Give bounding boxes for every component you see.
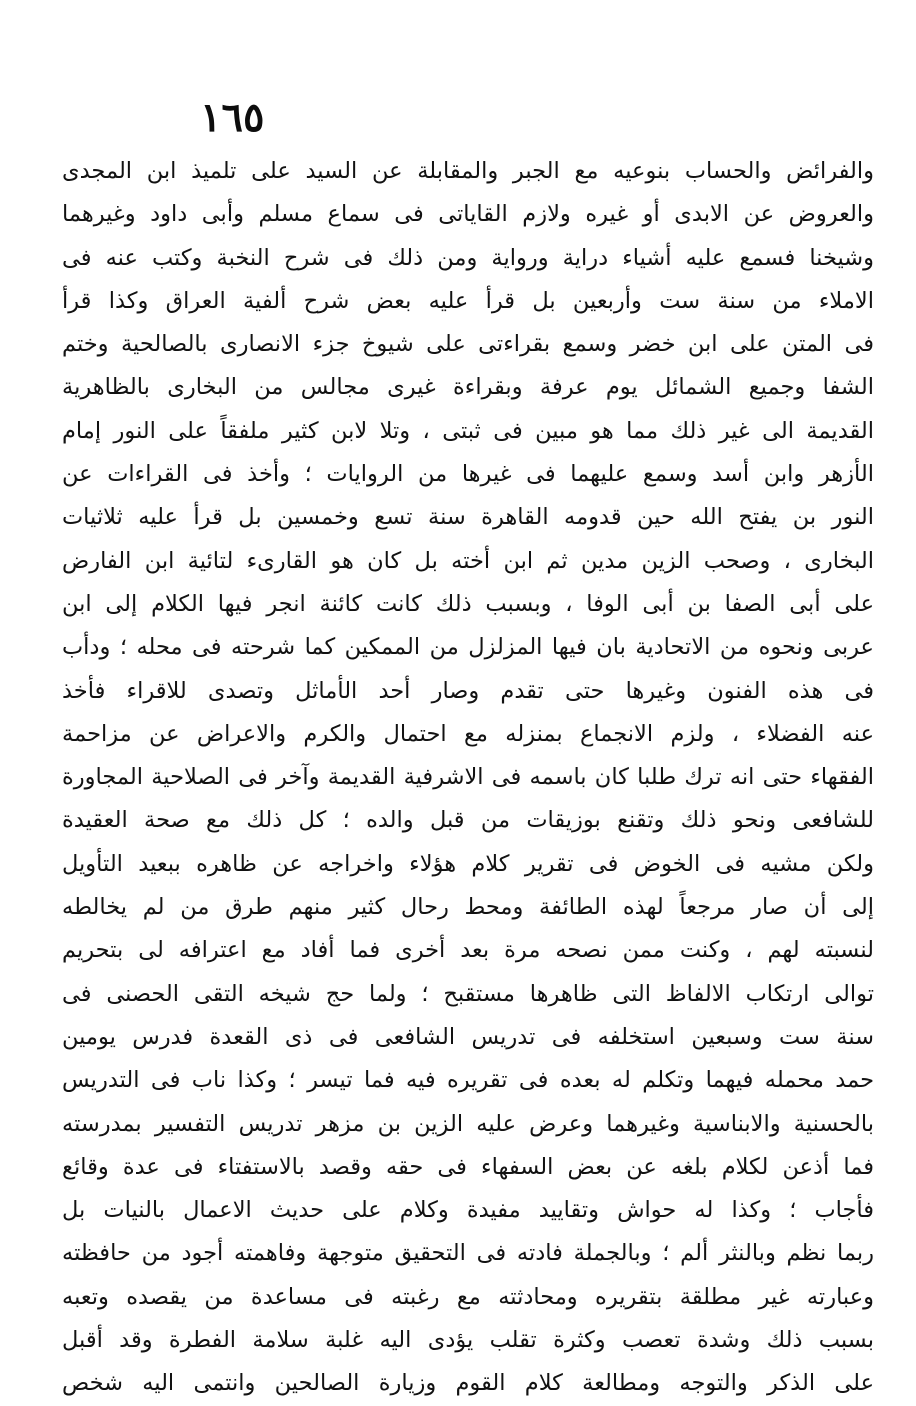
text-line: الأزهر وابن أسد وسمع عليهما فى غيرها من الروايات ؛ وأخذ فى القراءات عن — [62, 461, 874, 488]
text-line: الاملاء من سنة ست وأربعين بل قرأ عليه بعض شرح ألفية العراق وكذا قرأ — [62, 287, 874, 314]
text-line: إلى أن صار مرجعاً لهذه الطائفة ومحط رحال كثير منهم طرق من لم يخالطه — [62, 894, 874, 921]
text-line: على الذكر والتوجه ومطالعة كلام القوم وزيارة الصالحين وانتمى اليه شخص — [62, 1370, 874, 1397]
text-line: لنسبته لهم ، وكنت ممن نصحه مرة بعد أخرى فما أفاد مع اعترافه لى بتحريم — [62, 937, 874, 964]
text-line: بسبب ذلك وشدة تعصب وكثرة تقلب يؤدى اليه غلبة سلامة الفطرة وقد أقبل — [62, 1327, 874, 1354]
text-line: الشفا وجميع الشمائل يوم عرفة وبقراءة غيرى مجالس من البخارى بالظاهرية — [62, 374, 874, 401]
text-line: البخارى ، وصحب الزين مدين ثم ابن أخته بل كان هو القارىء لتائية ابن الفارض — [62, 547, 874, 574]
text-line: بالحسنية والابناسية وغيرهما وعرض عليه الزين بن مزهر تدريس التفسير بمدرسته — [62, 1110, 874, 1137]
text-line: عنه الفضلاء ، ولزم الانجماع بمنزله مع احتمال والكرم والاعراض عن مزاحمة — [62, 720, 874, 747]
text-line: على أبى الصفا بن أبى الوفا ، وبسبب ذلك كانت كائنة انجر فيها الكلام إلى ابن — [62, 590, 874, 617]
text-line: توالى ارتكاب الالفاظ التى ظاهرها مستقبح ؛ ولما حج شيخه التقى الحصنى فى — [62, 980, 874, 1007]
text-line: فى المتن على ابن خضر وسمع بقراءتى على شيوخ جزء الانصارى بالصالحية وختم — [62, 331, 874, 358]
text-line: سنة ست وسبعين استخلفه فى تدريس الشافعى فى ذى القعدة فدرس يومين — [62, 1023, 874, 1050]
body-text — [62, 150, 874, 1406]
text-line: ربما نظم وبالنثر ألم ؛ وبالجملة فادته فى التحقيق متوجهة وفاهمته أجود من حافظته — [62, 1240, 874, 1267]
text-line: وشيخنا فسمع عليه أشياء دراية ورواية ومن ذلك فى شرح النخبة وكتب عنه فى — [62, 244, 874, 271]
text-line: للشافعى ونحو ذلك وتقنع بوزيقات من قبل والده ؛ كل ذلك مع صحة العقيدة — [62, 807, 874, 834]
text-line: النور بن يفتح الله حين قدومه القاهرة سنة تسع وخمسين بل قرأ عليه ثلاثيات — [62, 504, 874, 531]
text-line: فما أذعن لكلام بلغه عن بعض السفهاء فى حقه وقصد بالاستفتاء فى عدة وقائع — [62, 1153, 874, 1180]
page-number: ١٦٥ — [200, 94, 265, 141]
text-line: حمد محمله فيهما وتكلم له بعده فى تقريره فيه فما تيسر ؛ وكذا ناب فى التدريس — [62, 1067, 874, 1094]
text-line: القديمة الى غير ذلك مما هو مبين فى ثبتى ، وتلا لابن كثير ملفقاً على النور إمام — [62, 417, 874, 444]
text-line: فأجاب ؛ وكذا له حواش وتقاييد مفيدة وكلام على حديث الاعمال بالنيات بل — [62, 1197, 874, 1224]
text-line: وعبارته غير مطلقة بتقريره ومحادثته مع رغبته فى مساعدة من يقصده وتعبه — [62, 1283, 874, 1310]
text-line: عربى ونحوه من الاتحادية بان فيها المزلزل من الممكين كما شرحته فى محله ؛ ودأب — [62, 634, 874, 661]
text-line: ولكن مشيه فى الخوض فى تقرير كلام هؤلاء واخراجه عن ظاهره ببعيد التأويل — [62, 850, 874, 877]
text-line: فى هذه الفنون وغيرها حتى تقدم وصار أحد الأماثل وتصدى للاقراء فأخذ — [62, 677, 874, 704]
text-line: الفقهاء حتى انه ترك طلبا كان باسمه فى الاشرفية القديمة وآخر فى الصلاحية المجاورة — [62, 764, 874, 791]
text-line: والعروض عن الابدى أو غيره ولازم القاياتى فى سماع مسلم وأبى داود وغيرهما — [62, 201, 874, 228]
text-line: والفرائض والحساب بنوعيه مع الجبر والمقابلة عن السيد على تلميذ ابن المجدى — [62, 158, 874, 184]
